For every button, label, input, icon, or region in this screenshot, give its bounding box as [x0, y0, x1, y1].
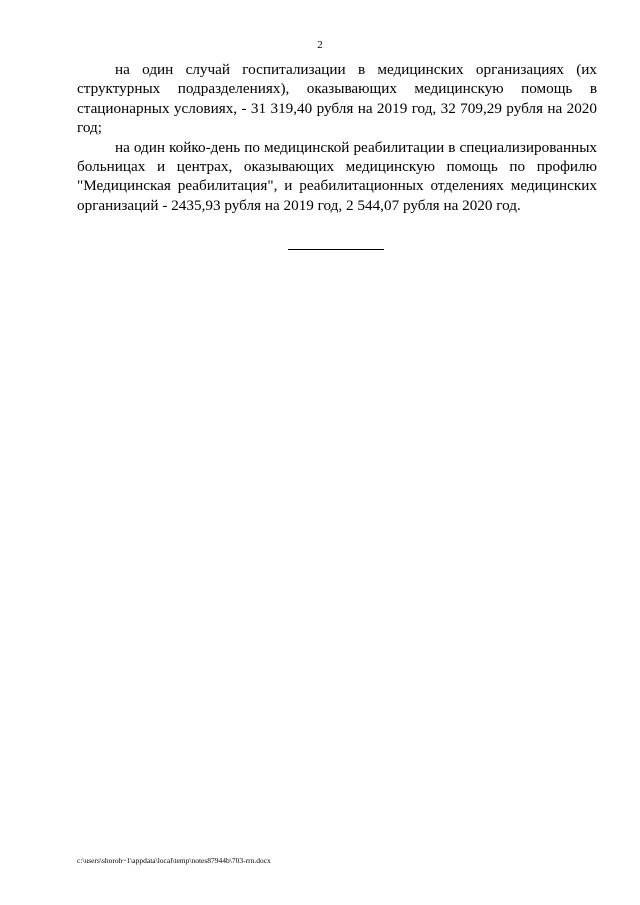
page-number: 2	[317, 39, 323, 51]
end-separator-line	[288, 249, 384, 250]
footer-file-path: c:\users\shoroh~1\appdata\local\temp\notes87944b\703-rrn.docx	[77, 856, 271, 865]
document-body	[77, 60, 597, 215]
paragraph-hospitalization-cost: на один случай госпитализации в медицинских организациях (их структурных подразделениях), оказывающих медицинскую помощь в стационарных условиях, - 31 319,40 рубля на 2019 год, 32 709,29 рубля на 2020 год;	[77, 61, 597, 137]
paragraph-rehabilitation-cost: на один койко-день по медицинской реабилитации в специализированных больницах и центрах, оказывающих медицинскую помощь по профилю "Медицинская реабилитация", и реабилитационных отделениях медицинских организаций - 2435,93 рубля на 2019 год, 2 544,07 рубля на 2020 год.	[77, 138, 597, 214]
